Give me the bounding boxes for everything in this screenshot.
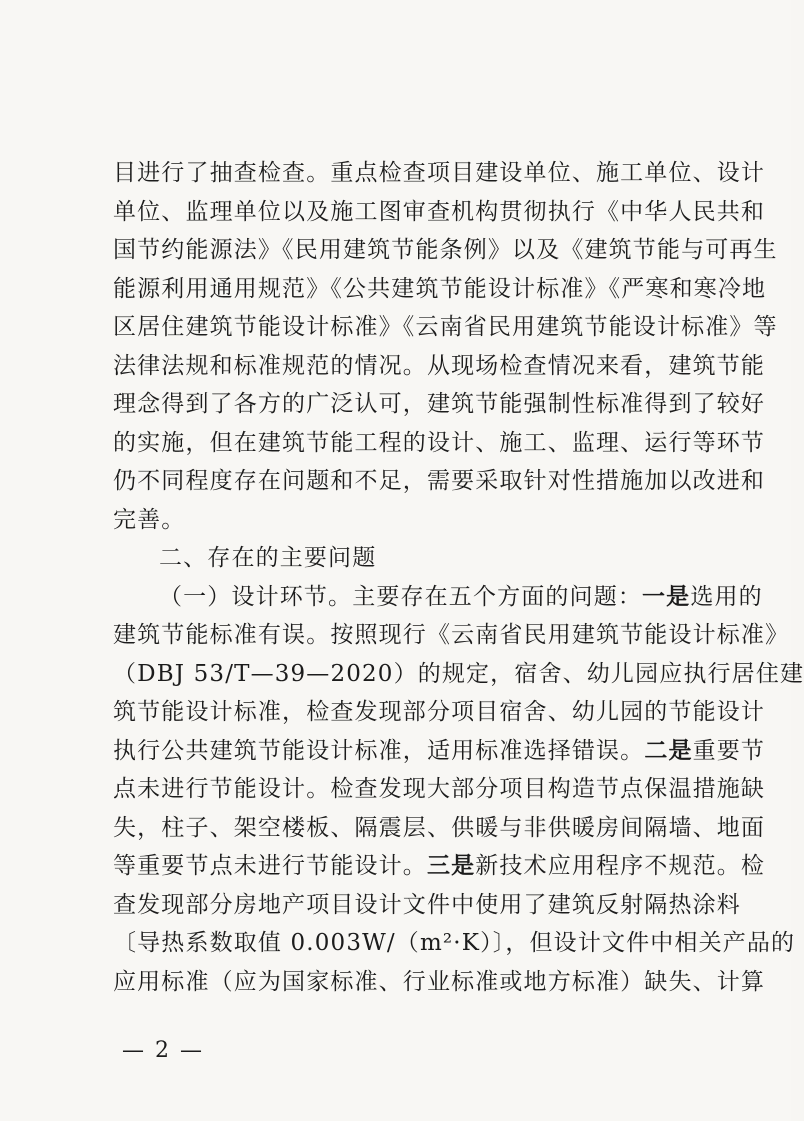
- text-segment: 执行公共建筑节能设计标准，适用标准选择错误。: [113, 737, 645, 764]
- text-line: [113, 963, 766, 1002]
- text-segment: 二、存在的主要问题: [159, 545, 377, 571]
- page-number: — 2 —: [122, 1038, 204, 1063]
- text-line: [113, 308, 778, 347]
- text-line: [113, 231, 778, 270]
- text-line: [113, 886, 741, 925]
- emphasis-text: 二是: [644, 736, 693, 764]
- text-line: [113, 847, 766, 886]
- text-segment: 筑节能设计标准，检查发现部分项目宿舍、幼儿园的节能设计: [113, 699, 766, 725]
- emphasis-text: 一是: [642, 582, 691, 610]
- section-heading: [113, 539, 688, 578]
- text-line: [113, 770, 766, 809]
- text-line: [113, 924, 796, 963]
- text-line: [113, 462, 766, 501]
- text-segment: 重要节: [692, 737, 766, 764]
- text-line: [113, 385, 766, 424]
- text-segment: 国节约能源法》《民用建筑节能条例》以及《建筑节能与可再生: [113, 237, 778, 263]
- text-segment: 目进行了抽查检查。重点检查项目建设单位、施工单位、设计: [113, 160, 766, 186]
- text-line: [113, 424, 766, 463]
- text-line: [113, 693, 766, 732]
- text-segment: 法律法规和标准规范的情况。从现场检查情况来看，建筑节能: [113, 352, 766, 379]
- text-line: [113, 655, 804, 694]
- text-line: [113, 347, 766, 386]
- text-line: [113, 193, 766, 232]
- text-segment: 完善。: [113, 506, 186, 533]
- body-text: [113, 154, 804, 1001]
- text-line: [113, 732, 766, 771]
- text-segment: 单位、监理单位以及施工图审查机构贯彻执行《中华人民共和: [113, 198, 766, 225]
- text-segment: 选用的: [690, 583, 763, 610]
- text-segment: 建筑节能标准有误。按照现行《云南省民用建筑节能设计标准》: [113, 622, 790, 648]
- text-line: [113, 501, 688, 540]
- text-segment: 区居住建筑节能设计标准》《云南省民用建筑节能设计标准》等: [113, 314, 778, 340]
- text-segment: 查发现部分房地产项目设计文件中使用了建筑反射隔热涂料: [113, 891, 741, 918]
- emphasis-text: 三是: [426, 852, 476, 879]
- text-segment: 失，柱子、架空楼板、隔震层、供暖与非供暖房间隔墙、地面: [113, 814, 766, 841]
- text-segment: 等重要节点未进行节能设计。: [113, 853, 427, 879]
- text-segment: （一）设计环节。主要存在五个方面的问题：: [159, 583, 642, 610]
- text-segment: 应用标准（应为国家标准、行业标准或地方标准）缺失、计算: [113, 968, 766, 995]
- text-segment: 点未进行节能设计。检查发现大部分项目构造节点保温措施缺: [113, 776, 766, 802]
- text-line: [113, 154, 766, 193]
- text-segment: 能源利用通用规范》《公共建筑节能设计标准》《严寒和寒冷地: [113, 275, 767, 302]
- text-segment: （DBJ 53/T—39—2020）的规定，宿舍、幼儿园应执行居住建: [113, 660, 804, 687]
- text-line: [113, 578, 763, 617]
- text-segment: 的实施，但在建筑节能工程的设计、施工、监理、运行等环节: [113, 429, 766, 456]
- text-line: [113, 809, 766, 848]
- text-segment: 理念得到了各方的广泛认可，建筑节能强制性标准得到了较好: [113, 391, 766, 417]
- text-segment: 新技术应用程序不规范。检: [475, 853, 766, 879]
- text-segment: 〔导热系数取值 0.003W/（m²·K）〕，但设计文件中相关产品的: [113, 930, 796, 956]
- text-segment: 仍不同程度存在问题和不足，需要采取针对性措施加以改进和: [113, 468, 766, 494]
- text-line: [113, 270, 767, 309]
- text-line: [113, 616, 790, 655]
